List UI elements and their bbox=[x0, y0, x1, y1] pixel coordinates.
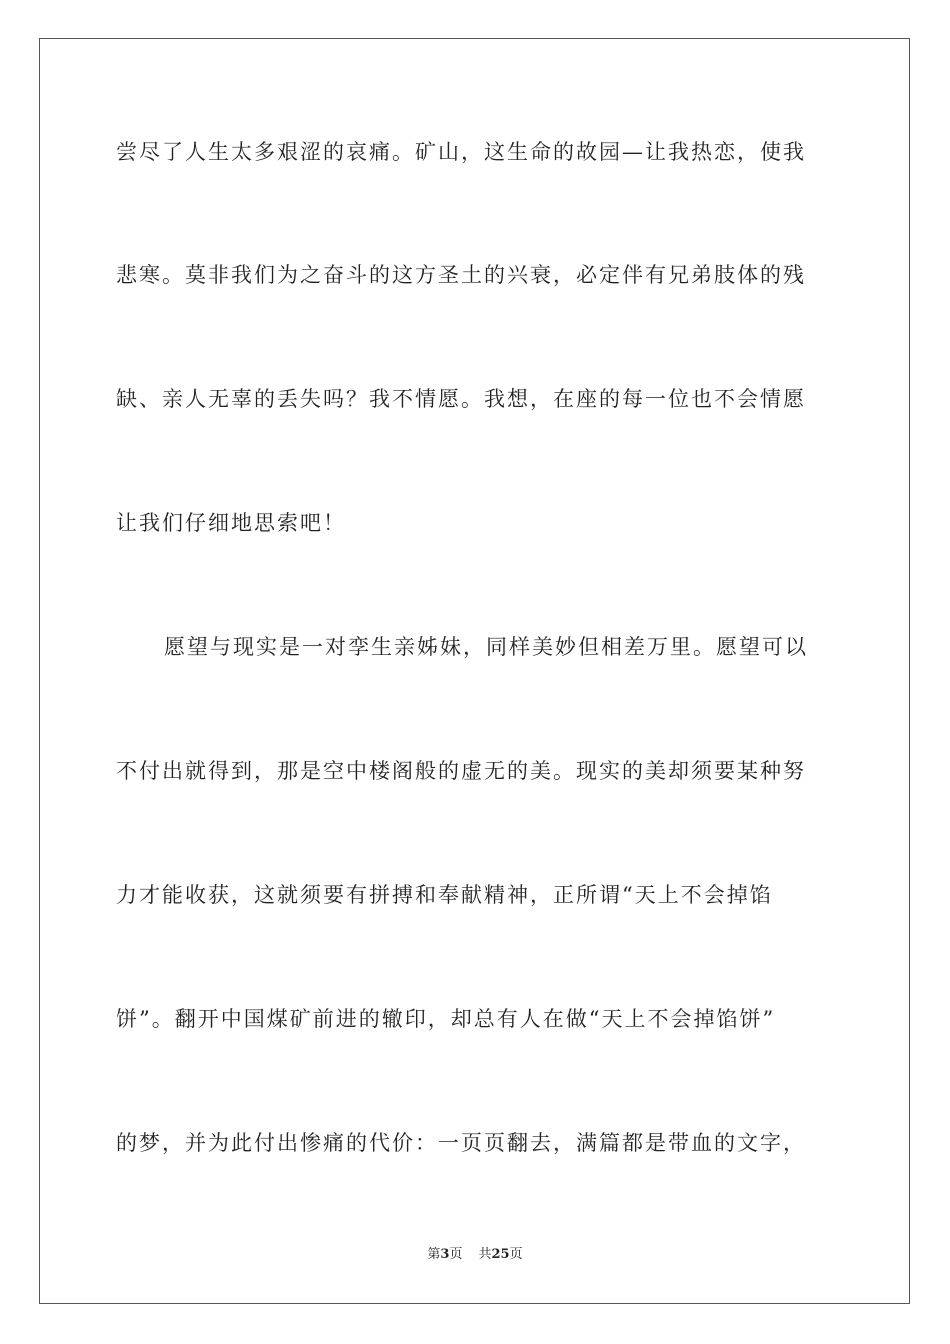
body-line-9: 的梦，并为此付出惨痛的代价：一页页翻去，满篇都是带血的文字， bbox=[116, 1131, 806, 1155]
body-line-5: 愿望与现实是一对孪生亲姊妹，同样美妙但相差万里。愿望可以 bbox=[164, 635, 808, 659]
body-line-4: 让我们仔细地思索吧！ bbox=[116, 511, 346, 535]
page-prefix: 第 bbox=[427, 1247, 441, 1262]
page-number: 3 bbox=[440, 1247, 450, 1262]
page-footer bbox=[0, 1245, 950, 1265]
body-line-8: 饼”。翻开中国煤矿前进的辙印，却总有人在做“天上不会掉馅饼” bbox=[116, 1007, 776, 1031]
page-border bbox=[39, 38, 910, 1304]
page-suffix: 页 bbox=[449, 1247, 463, 1262]
body-line-7: 力才能收获，这就须要有拼搏和奉献精神，正所谓“天上不会掉馅 bbox=[116, 883, 773, 907]
total-pages: 25 bbox=[491, 1247, 510, 1262]
total-suffix: 页 bbox=[509, 1247, 523, 1262]
body-line-3: 缺、亲人无辜的丢失吗？我不情愿。我想，在座的每一位也不会情愿 bbox=[116, 387, 806, 411]
total-prefix: 共 bbox=[478, 1247, 492, 1262]
body-line-2: 悲寒。莫非我们为之奋斗的这方圣土的兴衰，必定伴有兄弟肢体的残 bbox=[116, 263, 806, 287]
body-line-1: 尝尽了人生太多艰涩的哀痛。矿山，这生命的故园—让我热恋，使我 bbox=[116, 140, 806, 164]
body-line-6: 不付出就得到，那是空中楼阁般的虚无的美。现实的美却须要某种努 bbox=[116, 759, 806, 783]
